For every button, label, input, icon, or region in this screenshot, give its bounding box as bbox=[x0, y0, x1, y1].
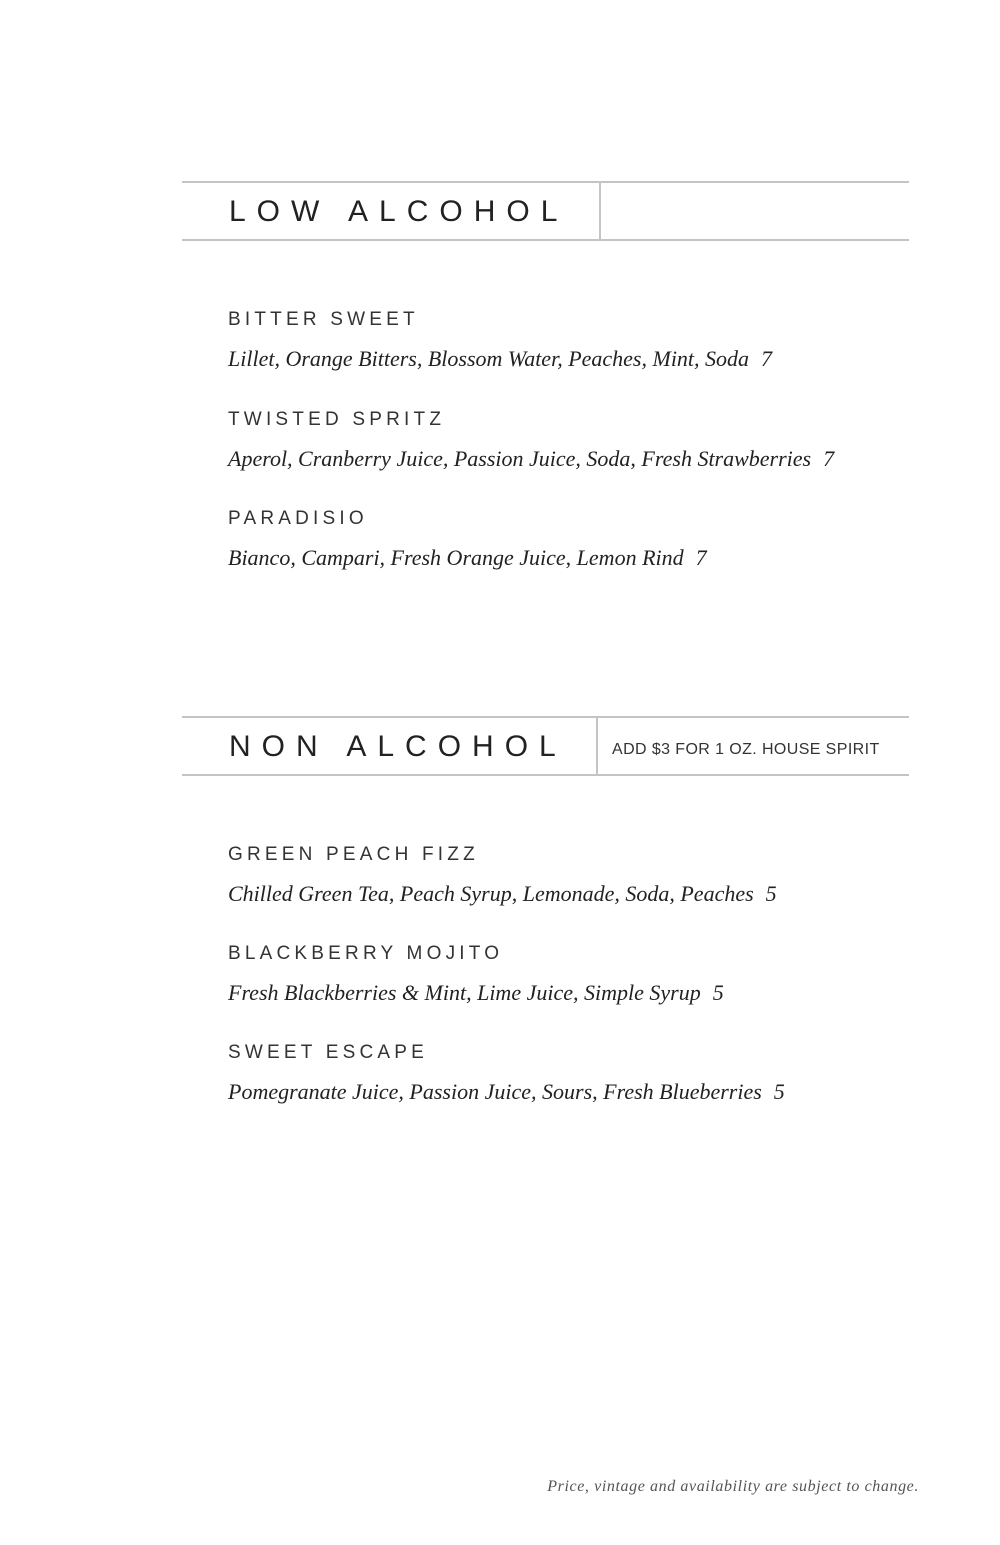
menu-item bbox=[228, 507, 908, 571]
item-description-line bbox=[228, 346, 908, 372]
item-description: Bianco, Campari, Fresh Orange Juice, Lemon Rind bbox=[228, 545, 684, 570]
item-name: BLACKBERRY MOJITO bbox=[228, 943, 504, 964]
item-price: 7 bbox=[823, 446, 835, 471]
item-description-line bbox=[228, 980, 908, 1006]
item-description: Fresh Blackberries & Mint, Lime Juice, Simple Syrup bbox=[228, 980, 701, 1005]
section-title: NON ALCOHOL bbox=[229, 730, 567, 763]
menu-item bbox=[228, 308, 908, 372]
item-price: 5 bbox=[712, 980, 724, 1005]
item-price: 7 bbox=[695, 545, 707, 570]
section-note: ADD $3 FOR 1 OZ. HOUSE SPIRIT bbox=[612, 741, 880, 758]
item-description-line bbox=[228, 545, 908, 571]
item-price: 5 bbox=[765, 881, 777, 906]
item-description: Aperol, Cranberry Juice, Passion Juice, Soda, Fresh Strawberries bbox=[228, 446, 812, 471]
menu-item bbox=[228, 843, 908, 907]
item-name: TWISTED SPRITZ bbox=[228, 409, 446, 430]
menu-item bbox=[228, 408, 908, 472]
item-name: GREEN PEACH FIZZ bbox=[228, 844, 479, 865]
item-description-line bbox=[228, 881, 908, 907]
item-description-line bbox=[228, 1079, 908, 1105]
item-name: PARADISIO bbox=[228, 508, 368, 529]
item-price: 7 bbox=[761, 346, 773, 371]
item-price: 5 bbox=[773, 1079, 785, 1104]
header-divider bbox=[596, 718, 598, 774]
menu-item bbox=[228, 942, 908, 1006]
section-header-non-alcohol bbox=[182, 716, 909, 776]
header-divider bbox=[599, 183, 601, 239]
section-header-low-alcohol bbox=[182, 181, 909, 241]
footnote: Price, vintage and availability are subject to change. bbox=[547, 1478, 919, 1495]
section-title: LOW ALCOHOL bbox=[229, 195, 569, 228]
item-description: Chilled Green Tea, Peach Syrup, Lemonade, Soda, Peaches bbox=[228, 881, 754, 906]
item-description: Pomegranate Juice, Passion Juice, Sours, Fresh Blueberries bbox=[228, 1079, 762, 1104]
menu-item bbox=[228, 1041, 908, 1105]
item-description-line bbox=[228, 446, 908, 472]
item-name: SWEET ESCAPE bbox=[228, 1042, 428, 1063]
item-description: Lillet, Orange Bitters, Blossom Water, Peaches, Mint, Soda bbox=[228, 346, 750, 371]
item-name: BITTER SWEET bbox=[228, 309, 419, 330]
